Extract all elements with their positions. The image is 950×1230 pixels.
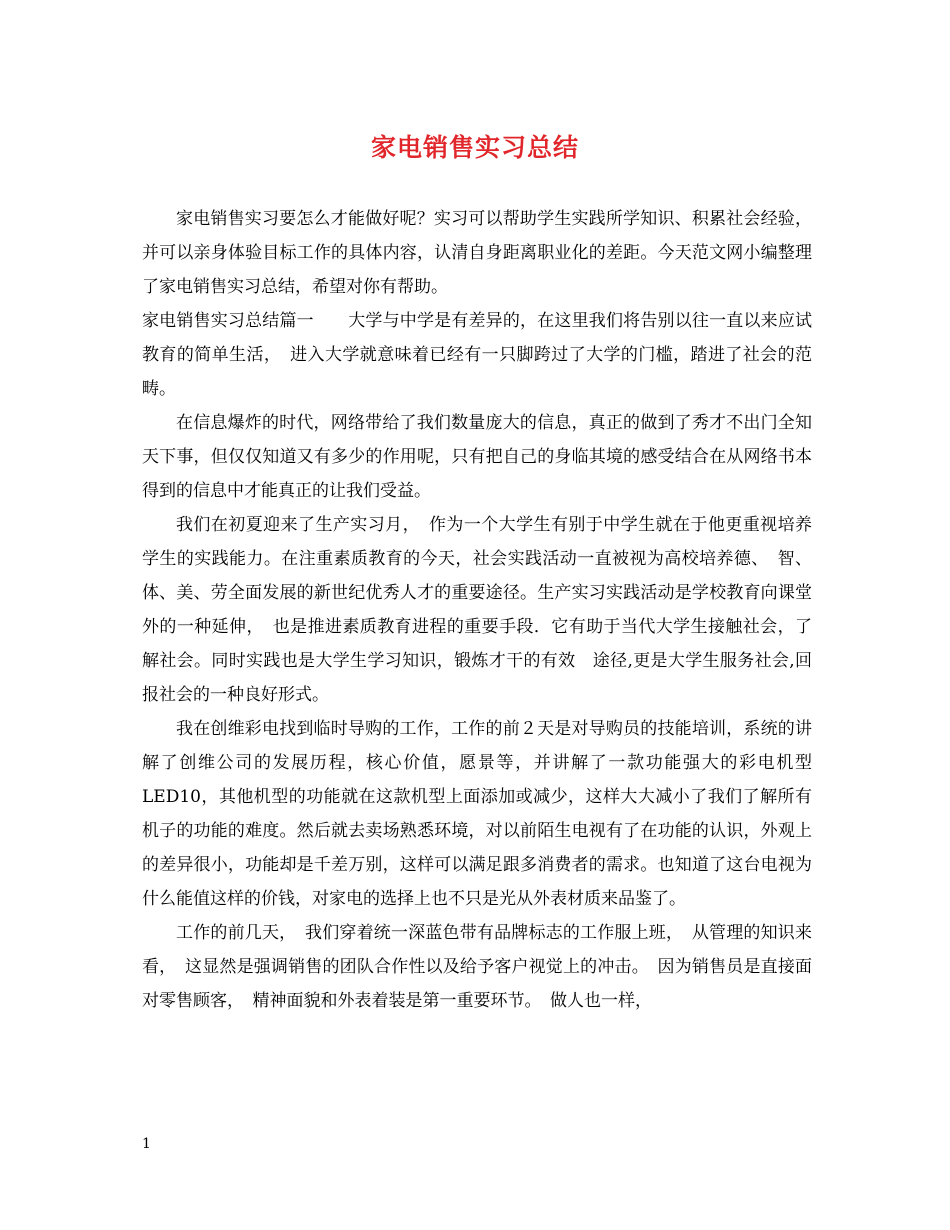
document-body <box>142 202 812 1018</box>
paragraph-5: 我在创维彩电找到临时导购的工作，工作的前２天是对导购员的技能培训，系统的讲解了创维公司的发展历程，核心价值，愿景等，并讲解了一款功能强大的彩电机型LED10，其他机型的功能就在这款机型上面添加或减少，这样大大减小了我们了解所有机子的功能的难度。然后就去卖场熟悉环境，对以前陌生电视有了在功能的认识，外观上的差异很小，功能却是千差万别，这样可以满足跟多消费者的需求。也知道了这台电视为什么能值这样的价钱，对家电的选择上也不只是光从外表材质来品鉴了。 <box>142 719 812 909</box>
page-number: 1 <box>142 1136 151 1152</box>
paragraph-3: 在信息爆炸的时代，网络带给了我们数量庞大的信息，真正的做到了秀才不出门全知天下事，但仅仅知道又有多少的作用呢，只有把自己的身临其境的感受结合在从网络书本得到的信息中才能真正的让我们受益。 <box>142 413 812 501</box>
paragraph-6: 工作的前几天， 我们穿着统一深蓝色带有品牌标志的工作服上班， 从管理的知识来看， 这显然是强调销售的团队合作性以及给予客户视觉上的冲击。 因为销售员是直接面对零售顾客， 精神面貌和外表着装是第一重要环节。 做人也一样， <box>142 923 812 1011</box>
paragraph-2: 家电销售实习总结篇一 大学与中学是有差异的，在这里我们将告别以往一直以来应试教育的简单生活， 进入大学就意味着已经有一只脚跨过了大学的门槛，踏进了社会的范畴。 <box>142 311 812 399</box>
paragraph-1: 家电销售实习要怎么才能做好呢？实习可以帮助学生实践所学知识、积累社会经验，并可以亲身体验目标工作的具体内容，认清自身距离职业化的差距。今天范文网小编整理了家电销售实习总结，希望对你有帮助。 <box>142 209 812 297</box>
paragraph-4: 我们在初夏迎来了生产实习月， 作为一个大学生有别于中学生就在于他更重视培养学生的实践能力。在注重素质教育的今天，社会实践活动一直被视为高校培养德、 智、体、美、劳全面发展的新世纪优秀人才的重要途径。生产实习实践活动是学校教育向课堂外的一种延伸， 也是推进素质教育进程的重要手段．它有助于当代大学生接触社会，了解社会。同时实践也是大学生学习知识，锻炼才干的有效 途径,更是大学生服务社会,回报社会的一种良好形式。 <box>142 515 812 705</box>
document-title: 家电销售实习总结 <box>370 133 579 162</box>
